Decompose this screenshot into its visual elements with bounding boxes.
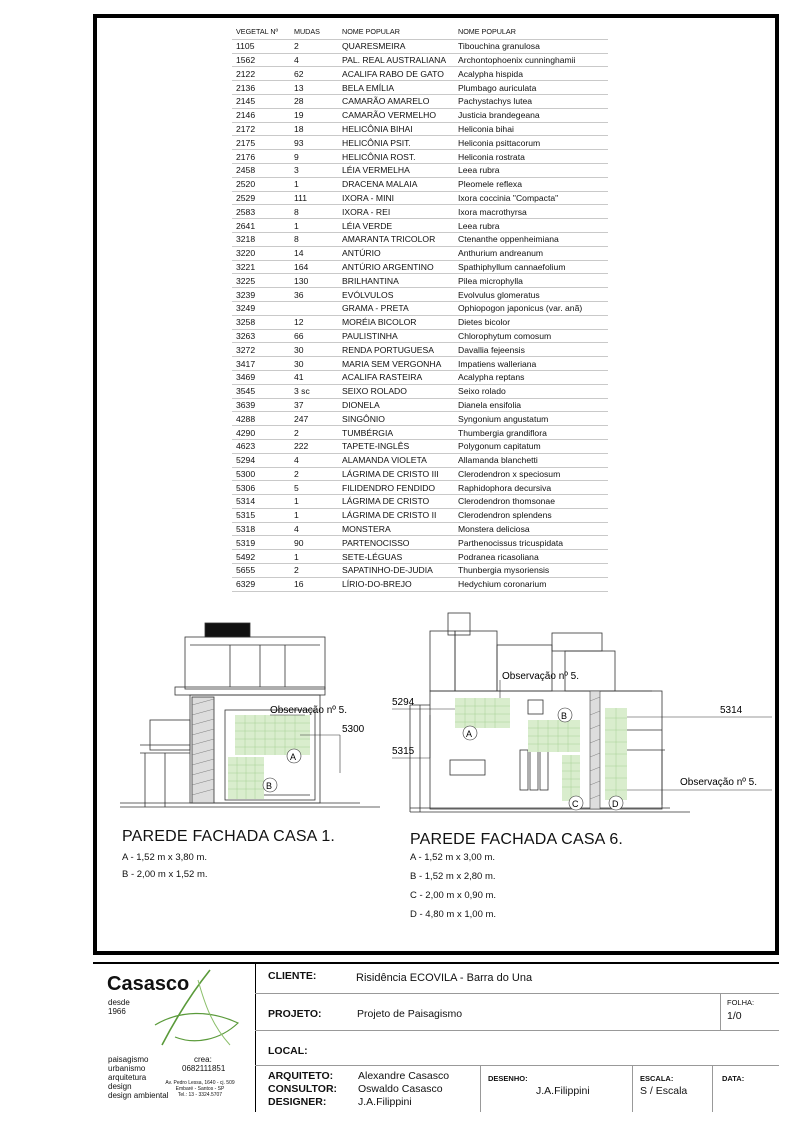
mudas-cell: 3 sc bbox=[290, 384, 338, 398]
table-row bbox=[232, 439, 608, 453]
nome-cientifico-cell: Ctenanthe oppenheimiana bbox=[454, 232, 608, 246]
nome-popular-cell: PAL. REAL AUSTRALIANA bbox=[338, 53, 454, 67]
vegetal-no-cell: 5300 bbox=[232, 467, 290, 481]
vegetal-no-cell: 3249 bbox=[232, 301, 290, 315]
nome-cientifico-cell: Thumbergia grandiflora bbox=[454, 426, 608, 440]
vegetal-no-cell: 2175 bbox=[232, 136, 290, 150]
nome-popular-cell: DRACENA MALAIA bbox=[338, 177, 454, 191]
vegetal-no-cell: 5314 bbox=[232, 495, 290, 509]
nome-cientifico-cell: Spathiphyllum cannaefolium bbox=[454, 260, 608, 274]
nome-popular-cell: QUARESMEIRA bbox=[338, 39, 454, 53]
casa6-dim-b: B - 1,52 m x 2,80 m. bbox=[410, 871, 496, 882]
table-row bbox=[232, 481, 608, 495]
nome-cientifico-cell: Parthenocissus tricuspidata bbox=[454, 536, 608, 550]
service-design: design bbox=[108, 1082, 132, 1091]
nome-cientifico-cell: Dietes bicolor bbox=[454, 315, 608, 329]
vegetal-no-cell: 3258 bbox=[232, 315, 290, 329]
nome-cientifico-cell: Raphidophora decursiva bbox=[454, 481, 608, 495]
nome-cientifico-cell: Podranea ricasoliana bbox=[454, 550, 608, 564]
nome-cientifico-cell: Davallia fejeensis bbox=[454, 343, 608, 357]
table-row bbox=[232, 246, 608, 260]
nome-popular-cell: SETE-LÉGUAS bbox=[338, 550, 454, 564]
table-row bbox=[232, 39, 608, 53]
table-row bbox=[232, 288, 608, 302]
nome-cientifico-cell: Pleomele reflexa bbox=[454, 177, 608, 191]
table-row bbox=[232, 150, 608, 164]
casa6-title: PAREDE FACHADA CASA 6. bbox=[410, 831, 624, 848]
vegetal-no-cell: 3545 bbox=[232, 384, 290, 398]
table-row bbox=[232, 94, 608, 108]
table-row bbox=[232, 301, 608, 315]
vegetal-no-cell: 4623 bbox=[232, 439, 290, 453]
table-row bbox=[232, 453, 608, 467]
mudas-cell: 1 bbox=[290, 550, 338, 564]
table-row bbox=[232, 412, 608, 426]
marker-a: A bbox=[290, 752, 297, 762]
vegetal-no-cell: 5315 bbox=[232, 508, 290, 522]
casa6-dim-d: D - 4,80 m x 1,00 m. bbox=[410, 909, 497, 920]
table-row bbox=[232, 122, 608, 136]
nome-popular-cell: BRILHANTINA bbox=[338, 274, 454, 288]
nome-popular-cell: EVÓLVULOS bbox=[338, 288, 454, 302]
nome-cientifico-cell: Tibouchina granulosa bbox=[454, 39, 608, 53]
nome-cientifico-cell: Monstera deliciosa bbox=[454, 522, 608, 536]
service-paisagismo: paisagismo bbox=[108, 1055, 149, 1064]
cliente-label: CLIENTE: bbox=[268, 970, 317, 982]
nome-cientifico-cell: Chlorophytum comosum bbox=[454, 329, 608, 343]
nome-popular-cell: TUMBÉRGIA bbox=[338, 426, 454, 440]
vegetal-no-cell: 3417 bbox=[232, 357, 290, 371]
nome-popular-cell: ALAMANDA VIOLETA bbox=[338, 453, 454, 467]
nome-popular-cell: CAMARÃO VERMELHO bbox=[338, 108, 454, 122]
nome-cientifico-cell: Syngonium angustatum bbox=[454, 412, 608, 426]
crea-number: 0682111851 bbox=[182, 1064, 226, 1073]
nome-cientifico-cell: Polygonum capitatum bbox=[454, 439, 608, 453]
vegetal-no-cell: 5318 bbox=[232, 522, 290, 536]
table-row bbox=[232, 357, 608, 371]
nome-popular-cell: MONSTERA bbox=[338, 522, 454, 536]
nome-popular-cell: LÍRIO-DO-BREJO bbox=[338, 577, 454, 591]
designer-value: J.A.Filippini bbox=[358, 1096, 412, 1108]
mudas-cell: 1 bbox=[290, 177, 338, 191]
vegetal-no-cell: 3272 bbox=[232, 343, 290, 357]
titleblock-rule bbox=[255, 1065, 779, 1066]
mudas-cell: 30 bbox=[290, 343, 338, 357]
vegetal-no-cell: 2641 bbox=[232, 219, 290, 233]
table-row bbox=[232, 550, 608, 564]
nome-popular-cell: BELA EMÍLIA bbox=[338, 81, 454, 95]
obs-label-top: Observação nº 5. bbox=[502, 671, 580, 682]
vegetal-no-cell: 4290 bbox=[232, 426, 290, 440]
vegetal-no-cell: 2176 bbox=[232, 150, 290, 164]
vegetal-no-cell: 2136 bbox=[232, 81, 290, 95]
nome-cientifico-cell: Leea rubra bbox=[454, 219, 608, 233]
marker-d: D bbox=[612, 799, 619, 809]
nome-cientifico-cell: Heliconia psittacorum bbox=[454, 136, 608, 150]
mudas-cell: 247 bbox=[290, 412, 338, 426]
nome-cientifico-cell: Heliconia rostrata bbox=[454, 150, 608, 164]
vegetal-no-cell: 1105 bbox=[232, 39, 290, 53]
nome-popular-cell: ACALIFA RABO DE GATO bbox=[338, 67, 454, 81]
casa1-title: PAREDE FACHADA CASA 1. bbox=[122, 828, 336, 845]
nome-popular-cell: ANTÚRIO bbox=[338, 246, 454, 260]
vegetal-no-cell: 3220 bbox=[232, 246, 290, 260]
nome-popular-cell: CAMARÃO AMARELO bbox=[338, 94, 454, 108]
nome-popular-cell: MARIA SEM VERGONHA bbox=[338, 357, 454, 371]
nome-popular-cell: LÉIA VERMELHA bbox=[338, 163, 454, 177]
mudas-cell: 4 bbox=[290, 53, 338, 67]
vegetal-no-cell: 3639 bbox=[232, 398, 290, 412]
mudas-cell: 12 bbox=[290, 315, 338, 329]
vegetal-no-cell: 5306 bbox=[232, 481, 290, 495]
mudas-cell: 9 bbox=[290, 150, 338, 164]
folha-value: 1/0 bbox=[727, 1010, 742, 1022]
projeto-value: Projeto de Paisagismo bbox=[357, 1008, 463, 1020]
titleblock-rule bbox=[720, 993, 721, 1030]
table-row bbox=[232, 163, 608, 177]
nome-popular-cell: PAULISTINHA bbox=[338, 329, 454, 343]
nome-cientifico-cell: Ixora macrothyrsa bbox=[454, 205, 608, 219]
nome-popular-cell: LÁGRIMA DE CRISTO III bbox=[338, 467, 454, 481]
consultor-label: CONSULTOR: bbox=[268, 1083, 338, 1095]
nome-popular-cell: DIONELA bbox=[338, 398, 454, 412]
data-label: DATA: bbox=[722, 1074, 745, 1083]
vegetal-no-cell: 2458 bbox=[232, 163, 290, 177]
table-row bbox=[232, 136, 608, 150]
nome-popular-cell: LÉIA VERDE bbox=[338, 219, 454, 233]
mudas-cell: 2 bbox=[290, 467, 338, 481]
address-line-1: Av. Pedro Lessa, 1640 - cj. 509 bbox=[165, 1080, 235, 1086]
table-row bbox=[232, 343, 608, 357]
mudas-cell: 111 bbox=[290, 191, 338, 205]
escala-label: ESCALA: bbox=[640, 1074, 674, 1083]
mudas-cell: 1 bbox=[290, 495, 338, 509]
table-row bbox=[232, 577, 608, 591]
designer-label: DESIGNER: bbox=[268, 1096, 327, 1108]
facade-casa-6-drawing bbox=[390, 605, 775, 820]
mudas-cell: 36 bbox=[290, 288, 338, 302]
vegetal-no-cell: 1562 bbox=[232, 53, 290, 67]
nome-popular-cell: IXORA - MINI bbox=[338, 191, 454, 205]
mudas-cell: 164 bbox=[290, 260, 338, 274]
casa1-dim-a: A - 1,52 m x 3,80 m. bbox=[122, 852, 208, 863]
nome-cientifico-cell: Archontophoenix cunninghamii bbox=[454, 53, 608, 67]
code-5294-label: 5294 bbox=[392, 697, 415, 708]
table-row bbox=[232, 191, 608, 205]
mudas-cell: 37 bbox=[290, 398, 338, 412]
vegetal-no-cell: 2145 bbox=[232, 94, 290, 108]
mudas-cell: 19 bbox=[290, 108, 338, 122]
marker-b: B bbox=[266, 781, 273, 791]
vegetal-no-cell: 2529 bbox=[232, 191, 290, 205]
table-row bbox=[232, 81, 608, 95]
vegetal-no-cell: 3469 bbox=[232, 370, 290, 384]
header-vegetal-no: VEGETAL Nº bbox=[232, 26, 290, 39]
mudas-cell: 41 bbox=[290, 370, 338, 384]
table-row bbox=[232, 177, 608, 191]
projeto-label: PROJETO: bbox=[268, 1008, 322, 1020]
header-nome-popular: NOME POPULAR bbox=[338, 26, 454, 39]
header-mudas: MUDAS bbox=[290, 26, 338, 39]
titleblock-rule bbox=[255, 993, 779, 994]
casa1-dim-b: B - 2,00 m x 1,52 m. bbox=[122, 869, 208, 880]
vegetal-no-cell: 5319 bbox=[232, 536, 290, 550]
nome-popular-cell: HELICÔNIA ROST. bbox=[338, 150, 454, 164]
table-row bbox=[232, 274, 608, 288]
vegetal-no-cell: 2520 bbox=[232, 177, 290, 191]
table-row bbox=[232, 384, 608, 398]
nome-cientifico-cell: Hedychium coronarium bbox=[454, 577, 608, 591]
nome-popular-cell: IXORA - REI bbox=[338, 205, 454, 219]
desenho-value: J.A.Filippini bbox=[536, 1085, 590, 1097]
crea-label: crea: bbox=[194, 1055, 212, 1064]
cliente-value: Risidência ECOVILA - Barra do Una bbox=[356, 972, 533, 984]
nome-cientifico-cell: Allamanda blanchetti bbox=[454, 453, 608, 467]
vegetal-no-cell: 2583 bbox=[232, 205, 290, 219]
vegetal-no-cell: 3218 bbox=[232, 232, 290, 246]
local-label: LOCAL: bbox=[268, 1045, 308, 1057]
table-row bbox=[232, 467, 608, 481]
nome-popular-cell: FILIDENDRO FENDIDO bbox=[338, 481, 454, 495]
mudas-cell: 3 bbox=[290, 163, 338, 177]
mudas-cell: 1 bbox=[290, 219, 338, 233]
nome-popular-cell: SAPATINHO-DE-JUDIA bbox=[338, 564, 454, 578]
table-row bbox=[232, 398, 608, 412]
code-5300-label: 5300 bbox=[342, 724, 365, 735]
nome-cientifico-cell: Seixo rolado bbox=[454, 384, 608, 398]
nome-popular-cell: LÁGRIMA DE CRISTO II bbox=[338, 508, 454, 522]
vegetal-no-cell: 4288 bbox=[232, 412, 290, 426]
mudas-cell: 28 bbox=[290, 94, 338, 108]
titleblock-rule bbox=[632, 1065, 633, 1112]
vegetal-no-cell: 3263 bbox=[232, 329, 290, 343]
table-row bbox=[232, 315, 608, 329]
nome-cientifico-cell: Acalypha hispida bbox=[454, 67, 608, 81]
table-row bbox=[232, 219, 608, 233]
nome-popular-cell: HELICÔNIA BIHAI bbox=[338, 122, 454, 136]
company-logo-name: Casasco bbox=[107, 973, 190, 995]
nome-popular-cell: AMARANTA TRICOLOR bbox=[338, 232, 454, 246]
table-row bbox=[232, 67, 608, 81]
since-label: desde bbox=[108, 998, 130, 1007]
planting-area-a bbox=[235, 715, 310, 755]
nome-cientifico-cell: Thunbergia mysoriensis bbox=[454, 564, 608, 578]
nome-cientifico-cell: Acalypha reptans bbox=[454, 370, 608, 384]
mudas-cell: 2 bbox=[290, 39, 338, 53]
vegetal-no-cell: 5294 bbox=[232, 453, 290, 467]
arquiteto-label: ARQUITETO: bbox=[268, 1070, 334, 1082]
vegetal-no-cell: 5492 bbox=[232, 550, 290, 564]
nome-cientifico-cell: Anthurium andreanum bbox=[454, 246, 608, 260]
nome-popular-cell: ACALIFA RASTEIRA bbox=[338, 370, 454, 384]
table-row bbox=[232, 370, 608, 384]
nome-popular-cell: SEIXO ROLADO bbox=[338, 384, 454, 398]
nome-cientifico-cell: Dianela ensifolia bbox=[454, 398, 608, 412]
table-row bbox=[232, 508, 608, 522]
table-row bbox=[232, 53, 608, 67]
table-row bbox=[232, 564, 608, 578]
nome-cientifico-cell: Pilea microphylla bbox=[454, 274, 608, 288]
vegetal-no-cell: 6329 bbox=[232, 577, 290, 591]
mudas-cell: 14 bbox=[290, 246, 338, 260]
mudas-cell: 2 bbox=[290, 426, 338, 440]
table-row bbox=[232, 108, 608, 122]
nome-cientifico-cell: Leea rubra bbox=[454, 163, 608, 177]
nome-popular-cell: ANTÚRIO ARGENTINO bbox=[338, 260, 454, 274]
code-5315-label: 5315 bbox=[392, 746, 415, 757]
mudas-cell: 8 bbox=[290, 232, 338, 246]
address-line-2: Embaré - Santos - SP bbox=[175, 1086, 225, 1092]
titleblock-top-rule bbox=[93, 962, 779, 964]
table-row bbox=[232, 232, 608, 246]
casa6-dim-a: A - 1,52 m x 3,00 m. bbox=[410, 852, 496, 863]
mudas-cell: 16 bbox=[290, 577, 338, 591]
mudas-cell: 90 bbox=[290, 536, 338, 550]
casa6-dim-c: C - 2,00 m x 0,90 m. bbox=[410, 890, 497, 901]
table-row bbox=[232, 260, 608, 274]
marker-c: C bbox=[572, 799, 579, 809]
planting-area-d bbox=[605, 708, 627, 800]
address-line-3: Tel.: 13 - 3324.5707 bbox=[177, 1092, 223, 1098]
table-row bbox=[232, 329, 608, 343]
obs-label-right: Observação nº 5. bbox=[680, 777, 758, 788]
nome-popular-cell: HELICÔNIA PSIT. bbox=[338, 136, 454, 150]
table-row bbox=[232, 426, 608, 440]
mudas-cell: 222 bbox=[290, 439, 338, 453]
code-5314-label: 5314 bbox=[720, 705, 743, 716]
table-row bbox=[232, 522, 608, 536]
planting-area-a bbox=[455, 698, 510, 728]
nome-cientifico-cell: Evolvulus glomeratus bbox=[454, 288, 608, 302]
nome-cientifico-cell: Pachystachys lutea bbox=[454, 94, 608, 108]
planting-area-c bbox=[562, 755, 580, 801]
mudas-cell bbox=[290, 301, 338, 315]
table-row bbox=[232, 205, 608, 219]
nome-cientifico-cell: Ixora coccinia "Compacta" bbox=[454, 191, 608, 205]
titleblock-rule bbox=[712, 1065, 713, 1112]
nome-cientifico-cell: Clerodendron x speciosum bbox=[454, 467, 608, 481]
nome-cientifico-cell: Justicia brandegeana bbox=[454, 108, 608, 122]
nome-cientifico-cell: Plumbago auriculata bbox=[454, 81, 608, 95]
service-urbanismo: urbanismo bbox=[108, 1064, 146, 1073]
arquiteto-value: Alexandre Casasco bbox=[358, 1070, 450, 1082]
table-row bbox=[232, 536, 608, 550]
vegetal-no-cell: 2172 bbox=[232, 122, 290, 136]
mudas-cell: 4 bbox=[290, 522, 338, 536]
escala-value: S / Escala bbox=[640, 1085, 688, 1097]
marker-a: A bbox=[466, 729, 473, 739]
mudas-cell: 62 bbox=[290, 67, 338, 81]
vegetal-no-cell: 3221 bbox=[232, 260, 290, 274]
vegetal-no-cell: 3225 bbox=[232, 274, 290, 288]
mudas-cell: 8 bbox=[290, 205, 338, 219]
nome-cientifico-cell: Clerodendron splendens bbox=[454, 508, 608, 522]
consultor-value: Oswaldo Casasco bbox=[358, 1083, 443, 1095]
nome-popular-cell: LÁGRIMA DE CRISTO bbox=[338, 495, 454, 509]
nome-popular-cell: MORÉIA BICOLOR bbox=[338, 315, 454, 329]
nome-popular-cell: RENDA PORTUGUESA bbox=[338, 343, 454, 357]
nome-popular-cell: SINGÔNIO bbox=[338, 412, 454, 426]
mudas-cell: 66 bbox=[290, 329, 338, 343]
table-row bbox=[232, 495, 608, 509]
plant-table-body bbox=[232, 39, 608, 591]
service-design-ambiental: design ambiental bbox=[108, 1091, 169, 1100]
vegetal-no-cell: 3239 bbox=[232, 288, 290, 302]
mudas-cell: 18 bbox=[290, 122, 338, 136]
mudas-cell: 5 bbox=[290, 481, 338, 495]
folha-label: FOLHA: bbox=[727, 998, 755, 1007]
plant-table-header bbox=[232, 26, 608, 39]
nome-popular-cell: TAPETE-INGLÊS bbox=[338, 439, 454, 453]
planting-area-b bbox=[228, 757, 264, 799]
header-nome-cientifico: NOME POPULAR bbox=[454, 26, 608, 39]
marker-b: B bbox=[561, 711, 568, 721]
nome-cientifico-cell: Ophiopogon japonicus (var. anã) bbox=[454, 301, 608, 315]
vegetal-no-cell: 5655 bbox=[232, 564, 290, 578]
mudas-cell: 130 bbox=[290, 274, 338, 288]
service-arquitetura: arquitetura bbox=[108, 1073, 147, 1082]
nome-cientifico-cell: Impatiens walleriana bbox=[454, 357, 608, 371]
obs-label-casa1: Observação nº 5. bbox=[270, 705, 348, 716]
nome-popular-cell: GRAMA - PRETA bbox=[338, 301, 454, 315]
plant-table bbox=[232, 26, 608, 592]
titleblock-divider bbox=[255, 962, 256, 1112]
nome-cientifico-cell: Heliconia bihai bbox=[454, 122, 608, 136]
desenho-label: DESENHO: bbox=[488, 1074, 528, 1083]
mudas-cell: 1 bbox=[290, 508, 338, 522]
planting-area-b bbox=[528, 720, 580, 752]
nome-popular-cell: PARTENOCISSO bbox=[338, 536, 454, 550]
mudas-cell: 2 bbox=[290, 564, 338, 578]
facade-casa-1-drawing bbox=[110, 615, 390, 815]
titleblock-rule bbox=[255, 1030, 779, 1031]
titleblock-rule bbox=[480, 1065, 481, 1112]
nome-cientifico-cell: Clerodendron thomsonae bbox=[454, 495, 608, 509]
mudas-cell: 30 bbox=[290, 357, 338, 371]
mudas-cell: 93 bbox=[290, 136, 338, 150]
mudas-cell: 13 bbox=[290, 81, 338, 95]
since-year: 1966 bbox=[108, 1007, 126, 1016]
vegetal-no-cell: 2122 bbox=[232, 67, 290, 81]
vegetal-no-cell: 2146 bbox=[232, 108, 290, 122]
mudas-cell: 4 bbox=[290, 453, 338, 467]
